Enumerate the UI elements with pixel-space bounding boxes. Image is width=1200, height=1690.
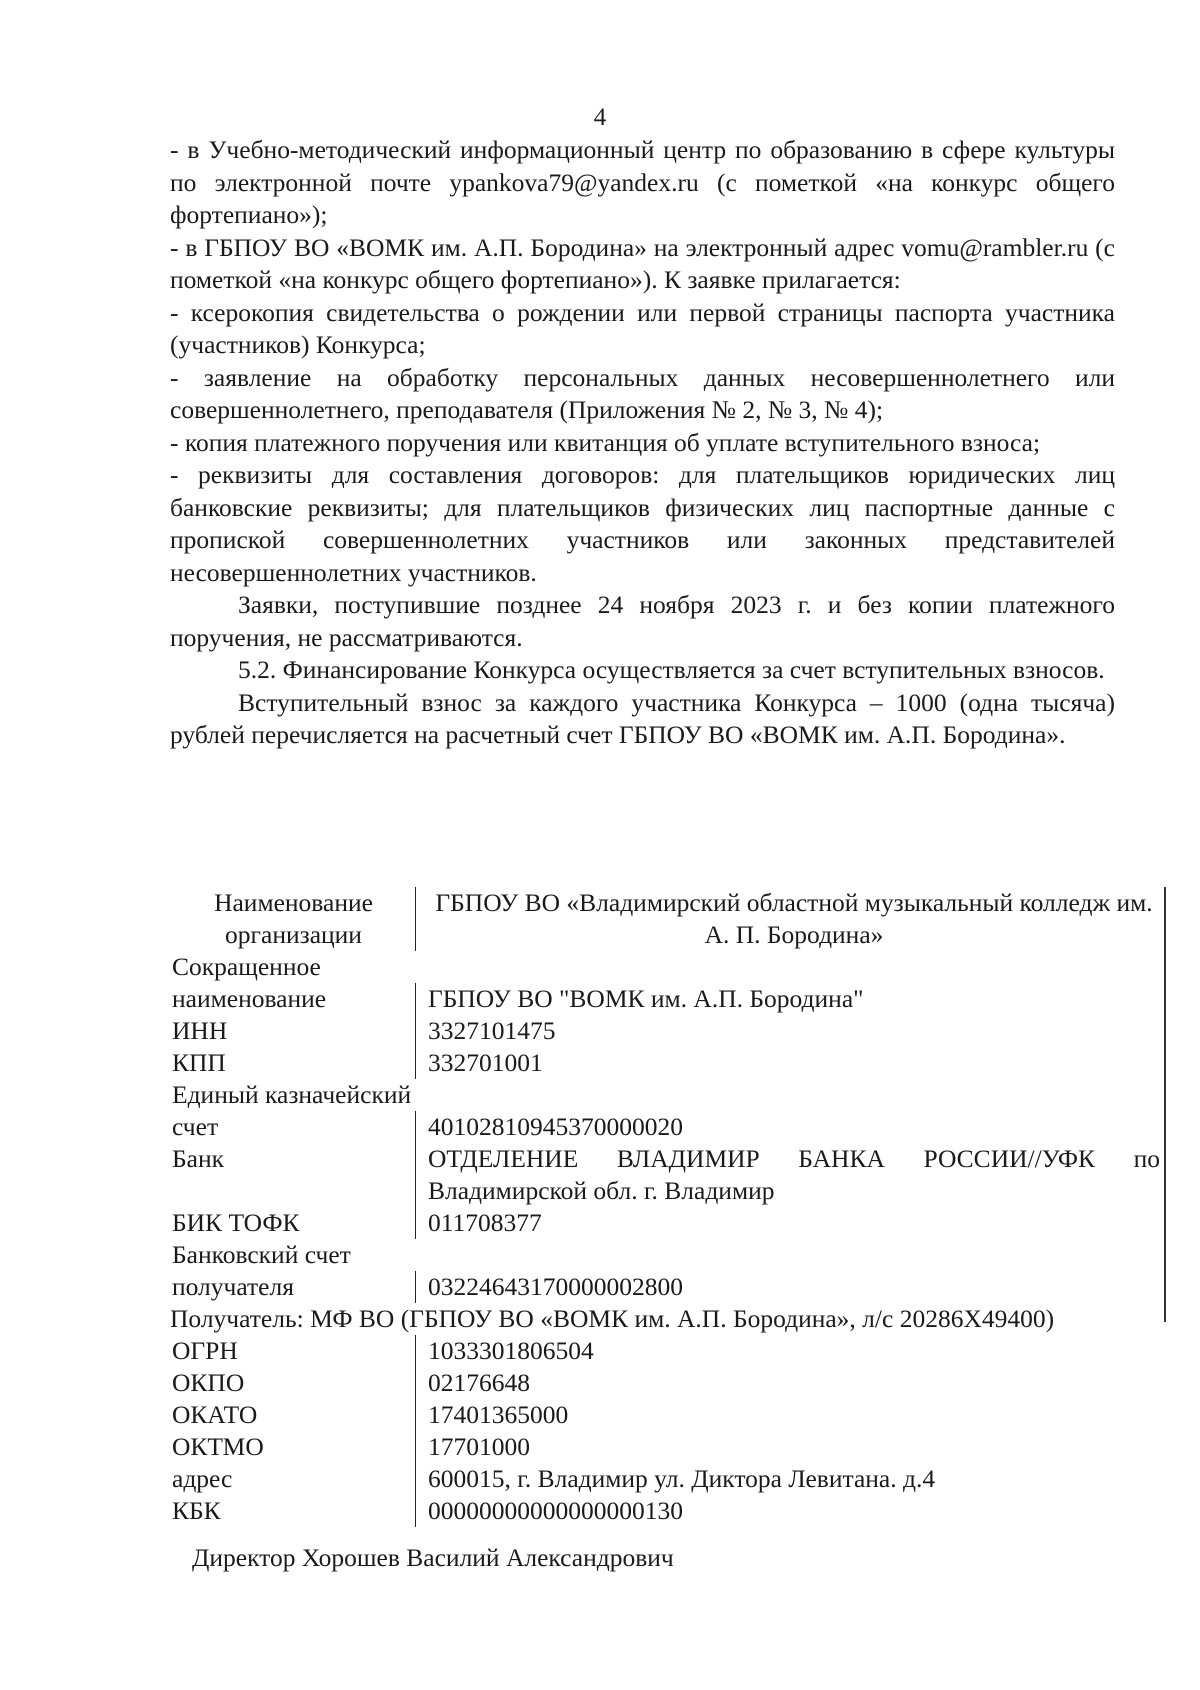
table-right-border [1164, 887, 1166, 1322]
requisites-label: ОКАТО [172, 1400, 258, 1429]
requisites-row-ogrn [170, 1335, 1160, 1367]
requisites-label: Наименование организации [214, 888, 373, 949]
requisites-row-okato [170, 1399, 1160, 1431]
requisites-row-bank-account [170, 1239, 1160, 1303]
requisites-label: Сокращенное наименование [172, 952, 327, 1013]
requisites-row-kpp [170, 1047, 1160, 1079]
requisites-value: ОТДЕЛЕНИЕ ВЛАДИМИР БАНКА РОССИИ//УФК по Владимирской обл. г. Владимир [415, 1143, 1160, 1207]
requisites-value: ГБПОУ ВО "ВОМК им. А.П. Бородина" [415, 983, 1160, 1015]
requisites-label: КПП [172, 1048, 226, 1077]
director-signature-line: Директор Хорошев Василий Александрович [192, 1543, 674, 1572]
paragraph-email-center: - в Учебно-методический информационный центр по образованию в сфере культуры по электронной почте ypankova79@yandex.ru (с пометкой «на конкурс общего фортепиано»); [170, 135, 1115, 229]
requisites-row-short-name [170, 951, 1160, 1015]
requisites-value: ГБПОУ ВО «Владимирский областной музыкальный колледж им. А. П. Бородина» [415, 887, 1160, 951]
requisites-label: Банковский счет получателя [172, 1240, 351, 1301]
paragraph-passport-copy: - ксерокопия свидетельства о рождении или первой страницы паспорта участника (участников) Конкурса; [170, 297, 1115, 359]
requisites-row-bik [170, 1207, 1160, 1239]
requisites-row-okpo [170, 1367, 1160, 1399]
document-body [170, 134, 1115, 752]
requisites-value: 3327101475 [415, 1015, 1160, 1047]
requisites-row-inn [170, 1015, 1160, 1047]
requisites-label: Единый казначейский счет [172, 1080, 412, 1141]
requisites-value: 03224643170000002800 [415, 1271, 1160, 1303]
requisites-row-bank [170, 1143, 1160, 1207]
requisites-recipient-line: Получатель: МФ ВО (ГБПОУ ВО «ВОМК им. А.П. Бородина», л/с 20286Х49400) [170, 1304, 1055, 1333]
requisites-value: 17401365000 [415, 1399, 1160, 1431]
requisites-label: адрес [172, 1464, 233, 1493]
requisites-row-oktmo [170, 1431, 1160, 1463]
requisites-label: ОГРН [172, 1336, 238, 1365]
requisites-label: ОКТМО [172, 1432, 264, 1461]
requisites-value: 02176648 [415, 1367, 1160, 1399]
requisites-label: ОКПО [172, 1368, 245, 1397]
requisites-value: 17701000 [415, 1431, 1160, 1463]
requisites-value: 332701001 [415, 1047, 1160, 1079]
paragraph-deadline: Заявки, поступившие позднее 24 ноября 2023 г. и без копии платежного поручения, не рассматриваются. [170, 590, 1115, 652]
requisites-row-org-name [170, 887, 1160, 951]
requisites-label: БИК ТОФК [172, 1208, 300, 1237]
requisites-value: 600015, г. Владимир ул. Диктора Левитана. д.4 [415, 1463, 1160, 1495]
requisites-value: 1033301806504 [415, 1335, 1160, 1367]
paragraph-financing: 5.2. Финансирование Конкурса осуществляется за счет вступительных взносов. [238, 655, 1105, 684]
requisites-label: КБК [172, 1496, 221, 1525]
requisites-label: Банк [172, 1144, 224, 1173]
requisites-value: 40102810945370000020 [415, 1111, 1160, 1143]
requisites-table [170, 887, 1160, 1527]
paragraph-email-college: - в ГБПОУ ВО «ВОМК им. А.П. Бородина» на электронный адрес vomu@rambler.ru (с пометкой «на конкурс общего фортепиано»). К заявке прилагается: [170, 232, 1115, 294]
requisites-value: 011708377 [415, 1207, 1160, 1239]
requisites-value: 00000000000000000130 [415, 1495, 1160, 1527]
paragraph-payment-copy: - копия платежного поручения или квитанция об уплате вступительного взноса; [170, 427, 1041, 457]
requisites-row-address [170, 1463, 1160, 1495]
requisites-row-recipient [170, 1303, 1160, 1335]
paragraph-personal-data: - заявление на обработку персональных данных несовершеннолетнего или совершеннолетнего, преподавателя (Приложения № 2, № 3, № 4); [170, 362, 1115, 424]
paragraph-fee: Вступительный взнос за каждого участника Конкурса – 1000 (одна тысяча) рублей перечисляется на расчетный счет ГБПОУ ВО «ВОМК им. А.П. Бородина». [170, 687, 1115, 749]
requisites-row-treasury-account [170, 1079, 1160, 1143]
page-number: 4 [593, 104, 607, 131]
requisites-row-kbk [170, 1495, 1160, 1527]
paragraph-contract-requisites: - реквизиты для составления договоров: для плательщиков юридических лиц банковские реквизиты; для плательщиков физических лиц паспортные данные с пропиской совершеннолетних участников или законных представителей несовершеннолетних участников. [170, 460, 1115, 587]
requisites-label: ИНН [172, 1016, 228, 1045]
